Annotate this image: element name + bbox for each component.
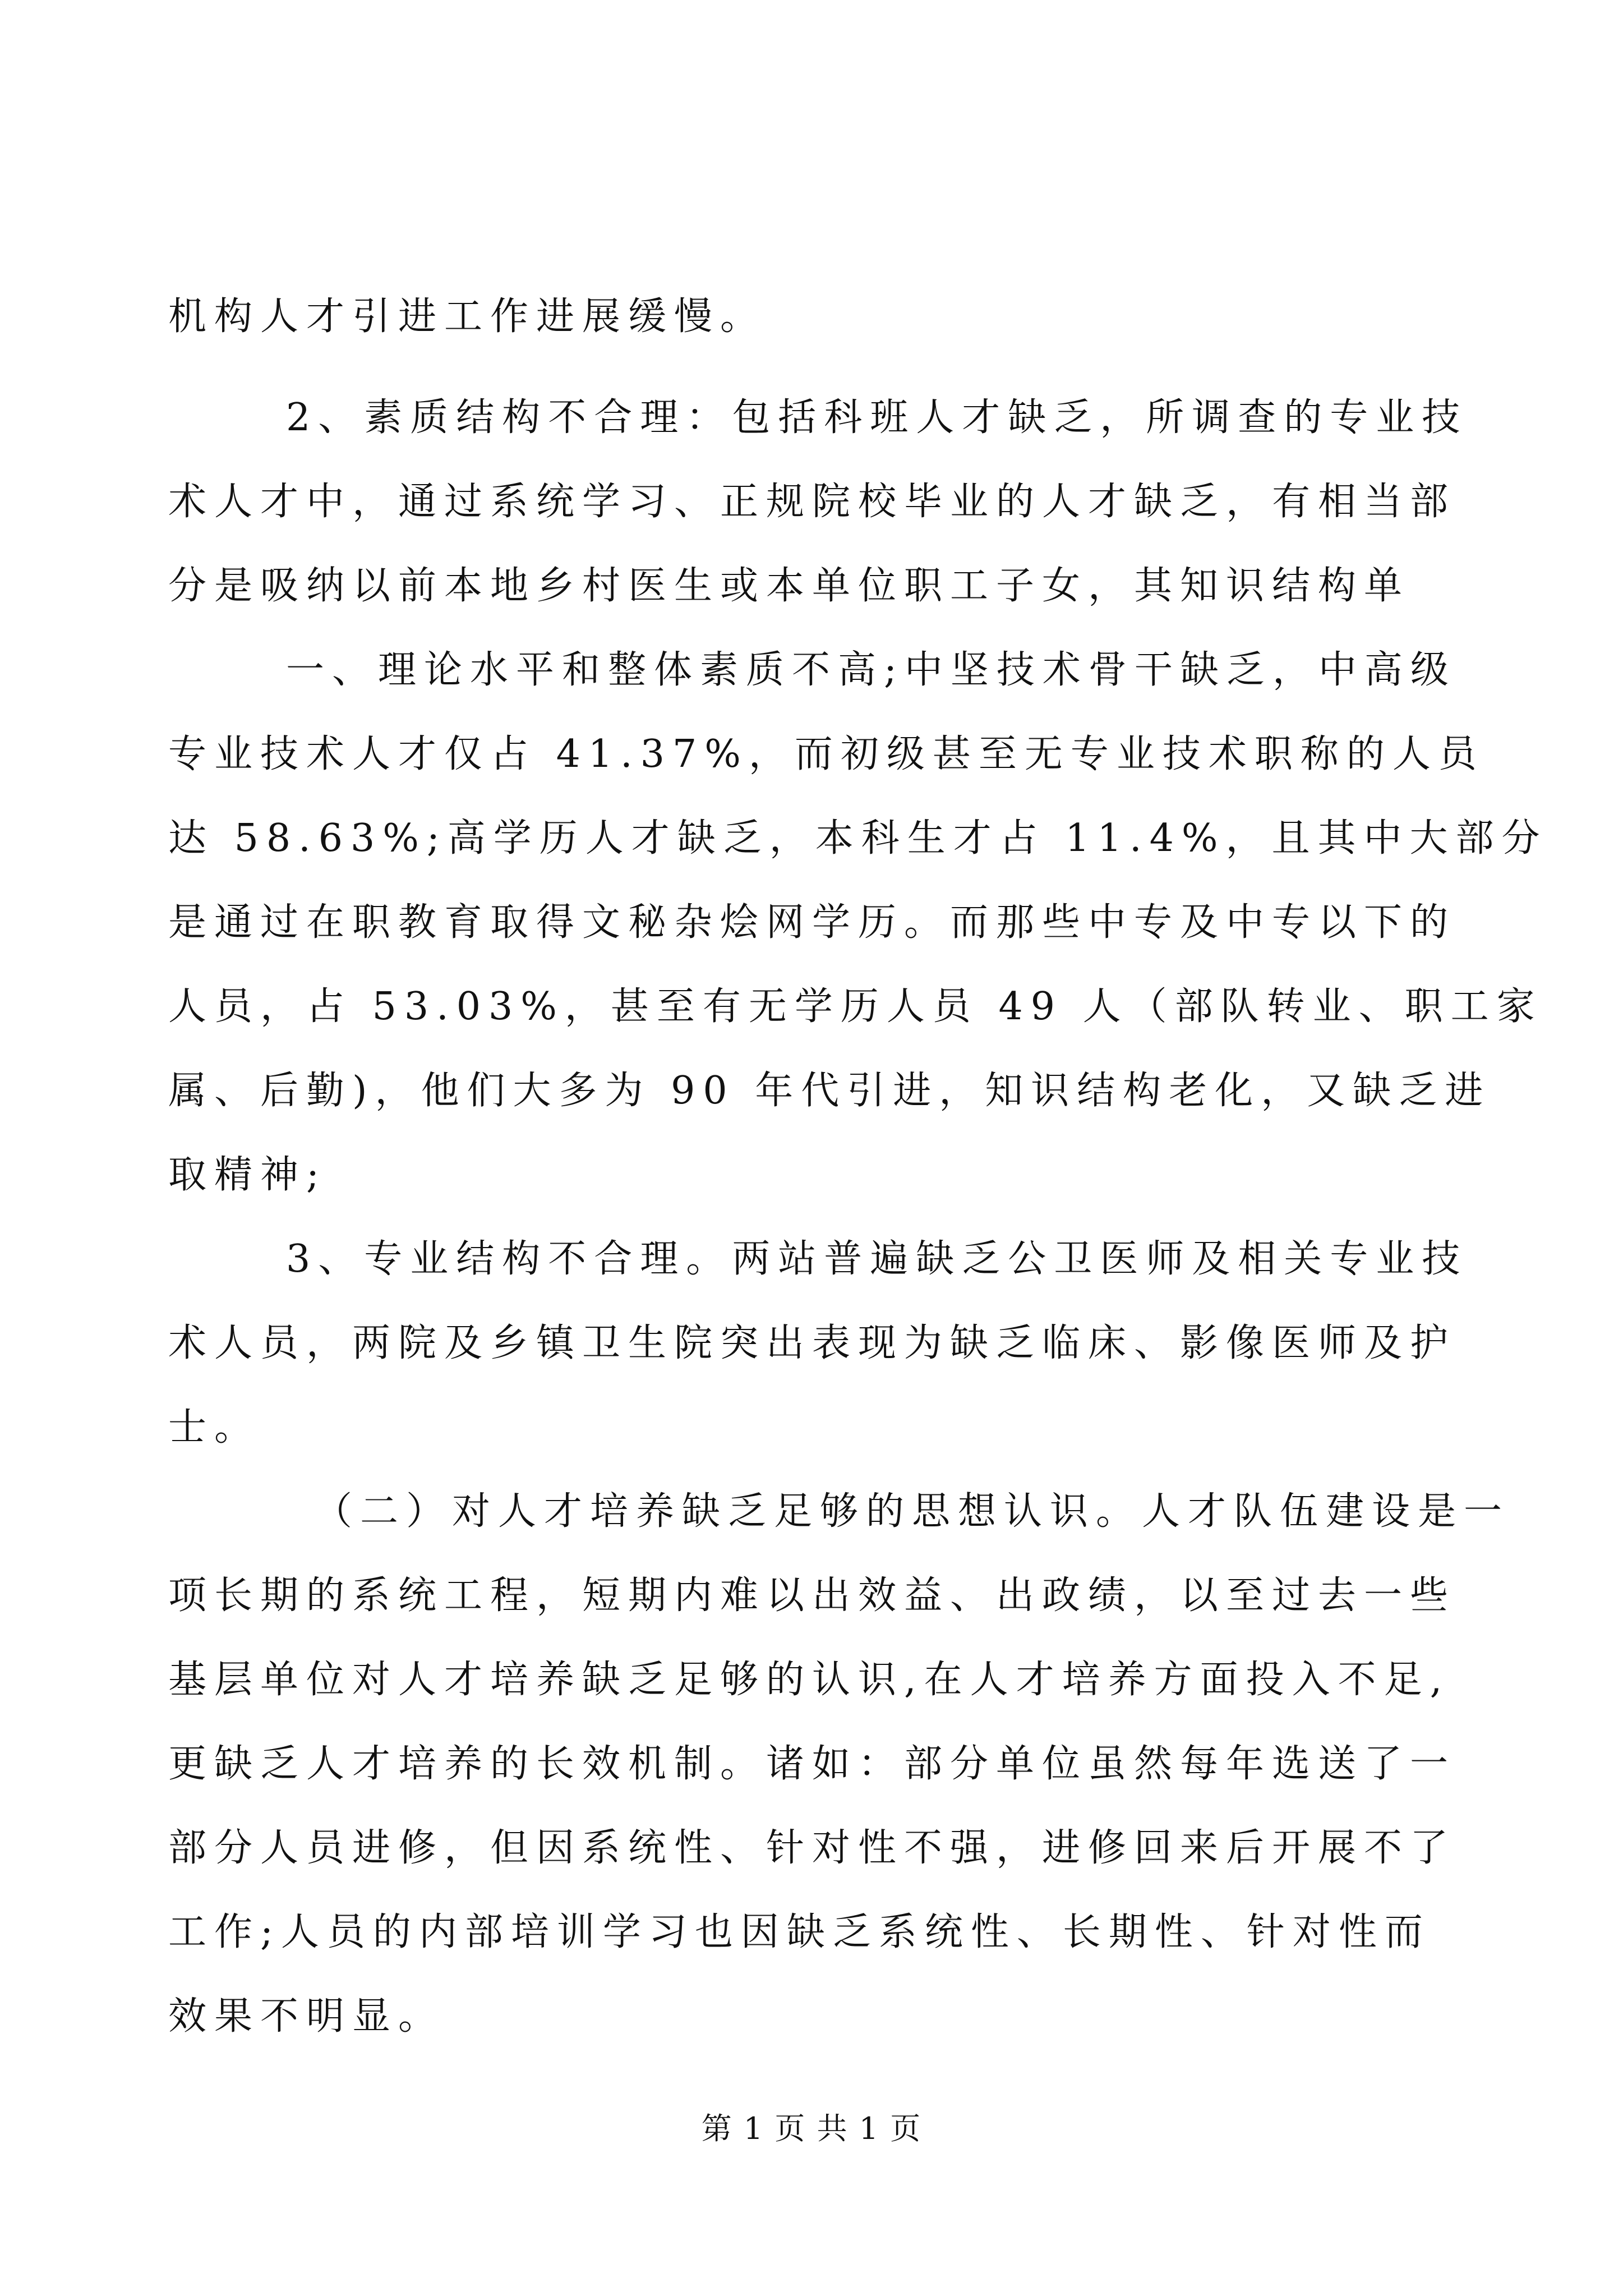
text-line-21: 效果不明显。 xyxy=(168,1994,445,2039)
text-line-7: 达 58.63%;高学历人才缺乏，本科生才占 11.4%，且其中大部分 xyxy=(168,816,1548,861)
text-line-3: 术人才中，通过系统学习、正规院校毕业的人才缺乏，有相当部 xyxy=(168,480,1456,524)
text-line-15: （二）对人才培养缺乏足够的思想认识。人才队伍建设是一 xyxy=(314,1489,1510,1534)
page-footer: 第 1 页 共 1 页 xyxy=(701,2111,922,2146)
text-line-19: 部分人员进修，但因系统性、针对性不强，进修回来后开展不了 xyxy=(168,1826,1456,1870)
text-line-18: 更缺乏人才培养的长效机制。诸如：部分单位虽然每年选送了一 xyxy=(168,1742,1456,1786)
text-line-1: 机构人才引进工作进展缓慢。 xyxy=(168,295,767,339)
text-line-16: 项长期的系统工程，短期内难以出效益、出政绩，以至过去一些 xyxy=(168,1573,1456,1618)
text-line-4: 分是吸纳以前本地乡村医生或本单位职工子女，其知识结构单 xyxy=(168,564,1410,608)
text-line-12: 3、专业结构不合理。两站普遍缺乏公卫医师及相关专业技 xyxy=(286,1237,1468,1281)
text-line-13: 术人员，两院及乡镇卫生院突出表现为缺乏临床、影像医师及护 xyxy=(168,1321,1456,1365)
text-line-2: 2、素质结构不合理：包括科班人才缺乏，所调查的专业技 xyxy=(286,395,1468,440)
text-line-9: 人员，占 53.03%，甚至有无学历人员 49 人（部队转业、职工家 xyxy=(168,984,1543,1029)
text-line-6: 专业技术人才仅占 41.37%，而初级甚至无专业技术职称的人员 xyxy=(168,732,1484,776)
text-line-14: 士。 xyxy=(168,1405,261,1450)
text-line-10: 属、后勤)，他们大多为 90 年代引进，知识结构老化，又缺乏进 xyxy=(168,1069,1491,1113)
text-line-20: 工作;人员的内部培训学习也因缺乏系统性、长期性、针对性而 xyxy=(168,1910,1431,1954)
text-line-8: 是通过在职教育取得文秘杂烩网学历。而那些中专及中专以下的 xyxy=(168,900,1456,945)
text-line-5: 一、理论水平和整体素质不高;中坚技术骨干缺乏，中高级 xyxy=(286,648,1456,692)
text-line-17: 基层单位对人才培养缺乏足够的认识,在人才培养方面投入不足, xyxy=(168,1658,1450,1702)
text-line-11: 取精神; xyxy=(168,1153,327,1197)
